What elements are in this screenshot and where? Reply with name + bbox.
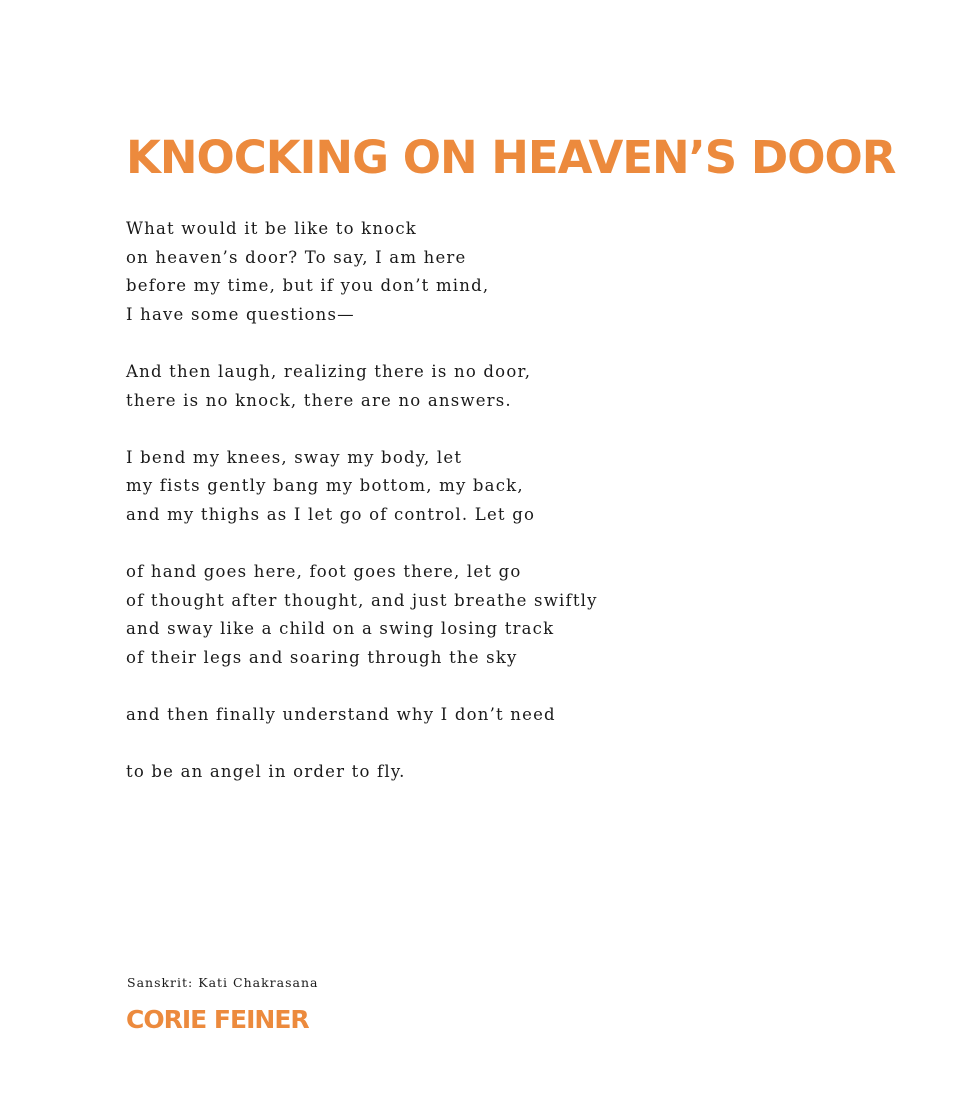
poem-body [126, 215, 598, 815]
poem-line: there is no knock, there are no answers. [126, 390, 512, 410]
poem-line: I have some questions— [126, 304, 355, 324]
stanza [126, 758, 598, 787]
stanza [126, 701, 598, 730]
poem-line: to be an angel in order to fly. [126, 762, 406, 782]
stanza [126, 358, 598, 415]
poem-line: of thought after thought, and just breathe swiftly [126, 590, 598, 610]
poem-line: and then finally understand why I don’t need [126, 705, 556, 725]
poem-line: my fists gently bang my bottom, my back, [126, 476, 524, 496]
author-name: CORIE FEINER [126, 1005, 309, 1034]
poem-line: and sway like a child on a swing losing track [126, 619, 555, 639]
poem-line: and my thighs as I let go of control. Let go [126, 504, 536, 524]
poem-line: on heaven’s door? To say, I am here [126, 247, 467, 267]
poem-line: before my time, but if you don’t mind, [126, 276, 490, 296]
sanskrit-pose-name: Sanskrit: Kati Chakrasana [127, 975, 319, 990]
poem-line: of their legs and soaring through the sky [126, 647, 518, 667]
stanza [126, 444, 598, 530]
poem-title: KNOCKING ON HEAVEN’S DOOR [126, 131, 896, 184]
stanza [126, 558, 598, 672]
poem-line: And then laugh, realizing there is no door, [126, 361, 532, 381]
poem-line: of hand goes here, foot goes there, let go [126, 562, 522, 582]
stanza [126, 215, 598, 329]
poem-line: What would it be like to knock [126, 219, 417, 238]
poem-line: I bend my knees, sway my body, let [126, 447, 463, 467]
